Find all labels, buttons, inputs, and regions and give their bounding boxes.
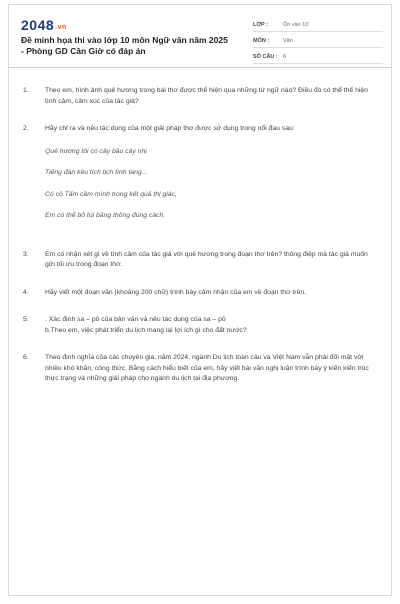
question-number: 1. (23, 87, 29, 94)
question-text: . Xác định sa – pô của bản văn và nêu tác dụng của sa – pô (45, 316, 226, 323)
meta-value: 6 (283, 54, 287, 60)
question-1 (23, 86, 377, 107)
question-text: Theo em, hình ảnh quê hương trong bài thơ được thể hiện qua những từ ngữ nào? Điều đó có thể thể hiện tình cảm, cảm xúc của tác giả? (45, 87, 368, 105)
meta-key: SỐ CÂU : (253, 54, 278, 60)
question-list (9, 68, 391, 385)
poem-line: Có cô Tấm cầm mình trong kết quả thị giác, (45, 190, 177, 198)
question-2 (23, 124, 377, 233)
question-3 (23, 250, 377, 271)
question-number: 3. (23, 250, 29, 258)
question-number: 6. (23, 354, 29, 361)
question-text: Hãy chỉ ra và nêu tác dụng của một giải pháp thơ được sử dụng trong nổi đau sau: (45, 125, 295, 132)
question-number: 2. (23, 125, 29, 132)
question-number: 5. (23, 316, 29, 323)
meta-row-class (253, 19, 383, 32)
meta-row-count (253, 51, 383, 64)
meta-value: Ôn vào 10 (283, 22, 309, 28)
question-6 (23, 353, 377, 385)
poem-line: Quê hương tôi có cây bầu cây nhị (45, 147, 147, 155)
question-text: Theo định nghĩa của các chuyên gia, năm 2024, ngành Du lịch toàn cầu và Việt Nam vẫn phải đối mặt với nhiều khó khăn, công thức. Bằng cách hiểu biết của em, hãy viết bài văn nghị luận trình bày ý kiến kiến trúc thực trạng và những giải pháp cho ngành du lịch tại địa phương. (45, 354, 369, 382)
meta-key: MÔN : (253, 38, 270, 44)
meta-table (253, 19, 383, 67)
logo-main: 2048 (21, 17, 55, 33)
meta-row-subject (253, 35, 383, 48)
question-4 (23, 288, 377, 299)
poem-line: Em có thể bỏ túi băng thông đúng cách. (45, 212, 166, 219)
question-text: Hãy viết một đoạn văn (khoảng 200 chữ) trình bày cảm nhận của em về đoạn thơ trên. (45, 288, 307, 296)
site-logo[interactable] (21, 17, 67, 33)
poem-excerpt (45, 147, 377, 222)
question-subpart: b.Theo em, việc phát triển du lịch mang lại lợi ích gì cho đất nước? (45, 326, 247, 334)
meta-value: Văn (283, 38, 293, 44)
question-text: Em có nhận xét gì về tình cảm của tác giả với quê hương trong đoạn thơ trên? thông điệp mà tác giả muốn gửi tối ưu trong đoạn thơ. (45, 250, 368, 268)
meta-key: LỚP : (253, 22, 268, 28)
worksheet-page (8, 4, 392, 596)
question-5 (23, 315, 377, 336)
poem-line: Tiếng đàn kêu tích tịch tình tang... (45, 169, 148, 176)
worksheet-header (9, 5, 391, 68)
document-title: Đề minh họa thi vào lớp 10 môn Ngữ văn năm 2025 - Phòng GD Cần Giờ có đáp án (21, 35, 228, 56)
question-number: 4. (23, 288, 29, 296)
logo-suffix: .vn (55, 24, 67, 31)
